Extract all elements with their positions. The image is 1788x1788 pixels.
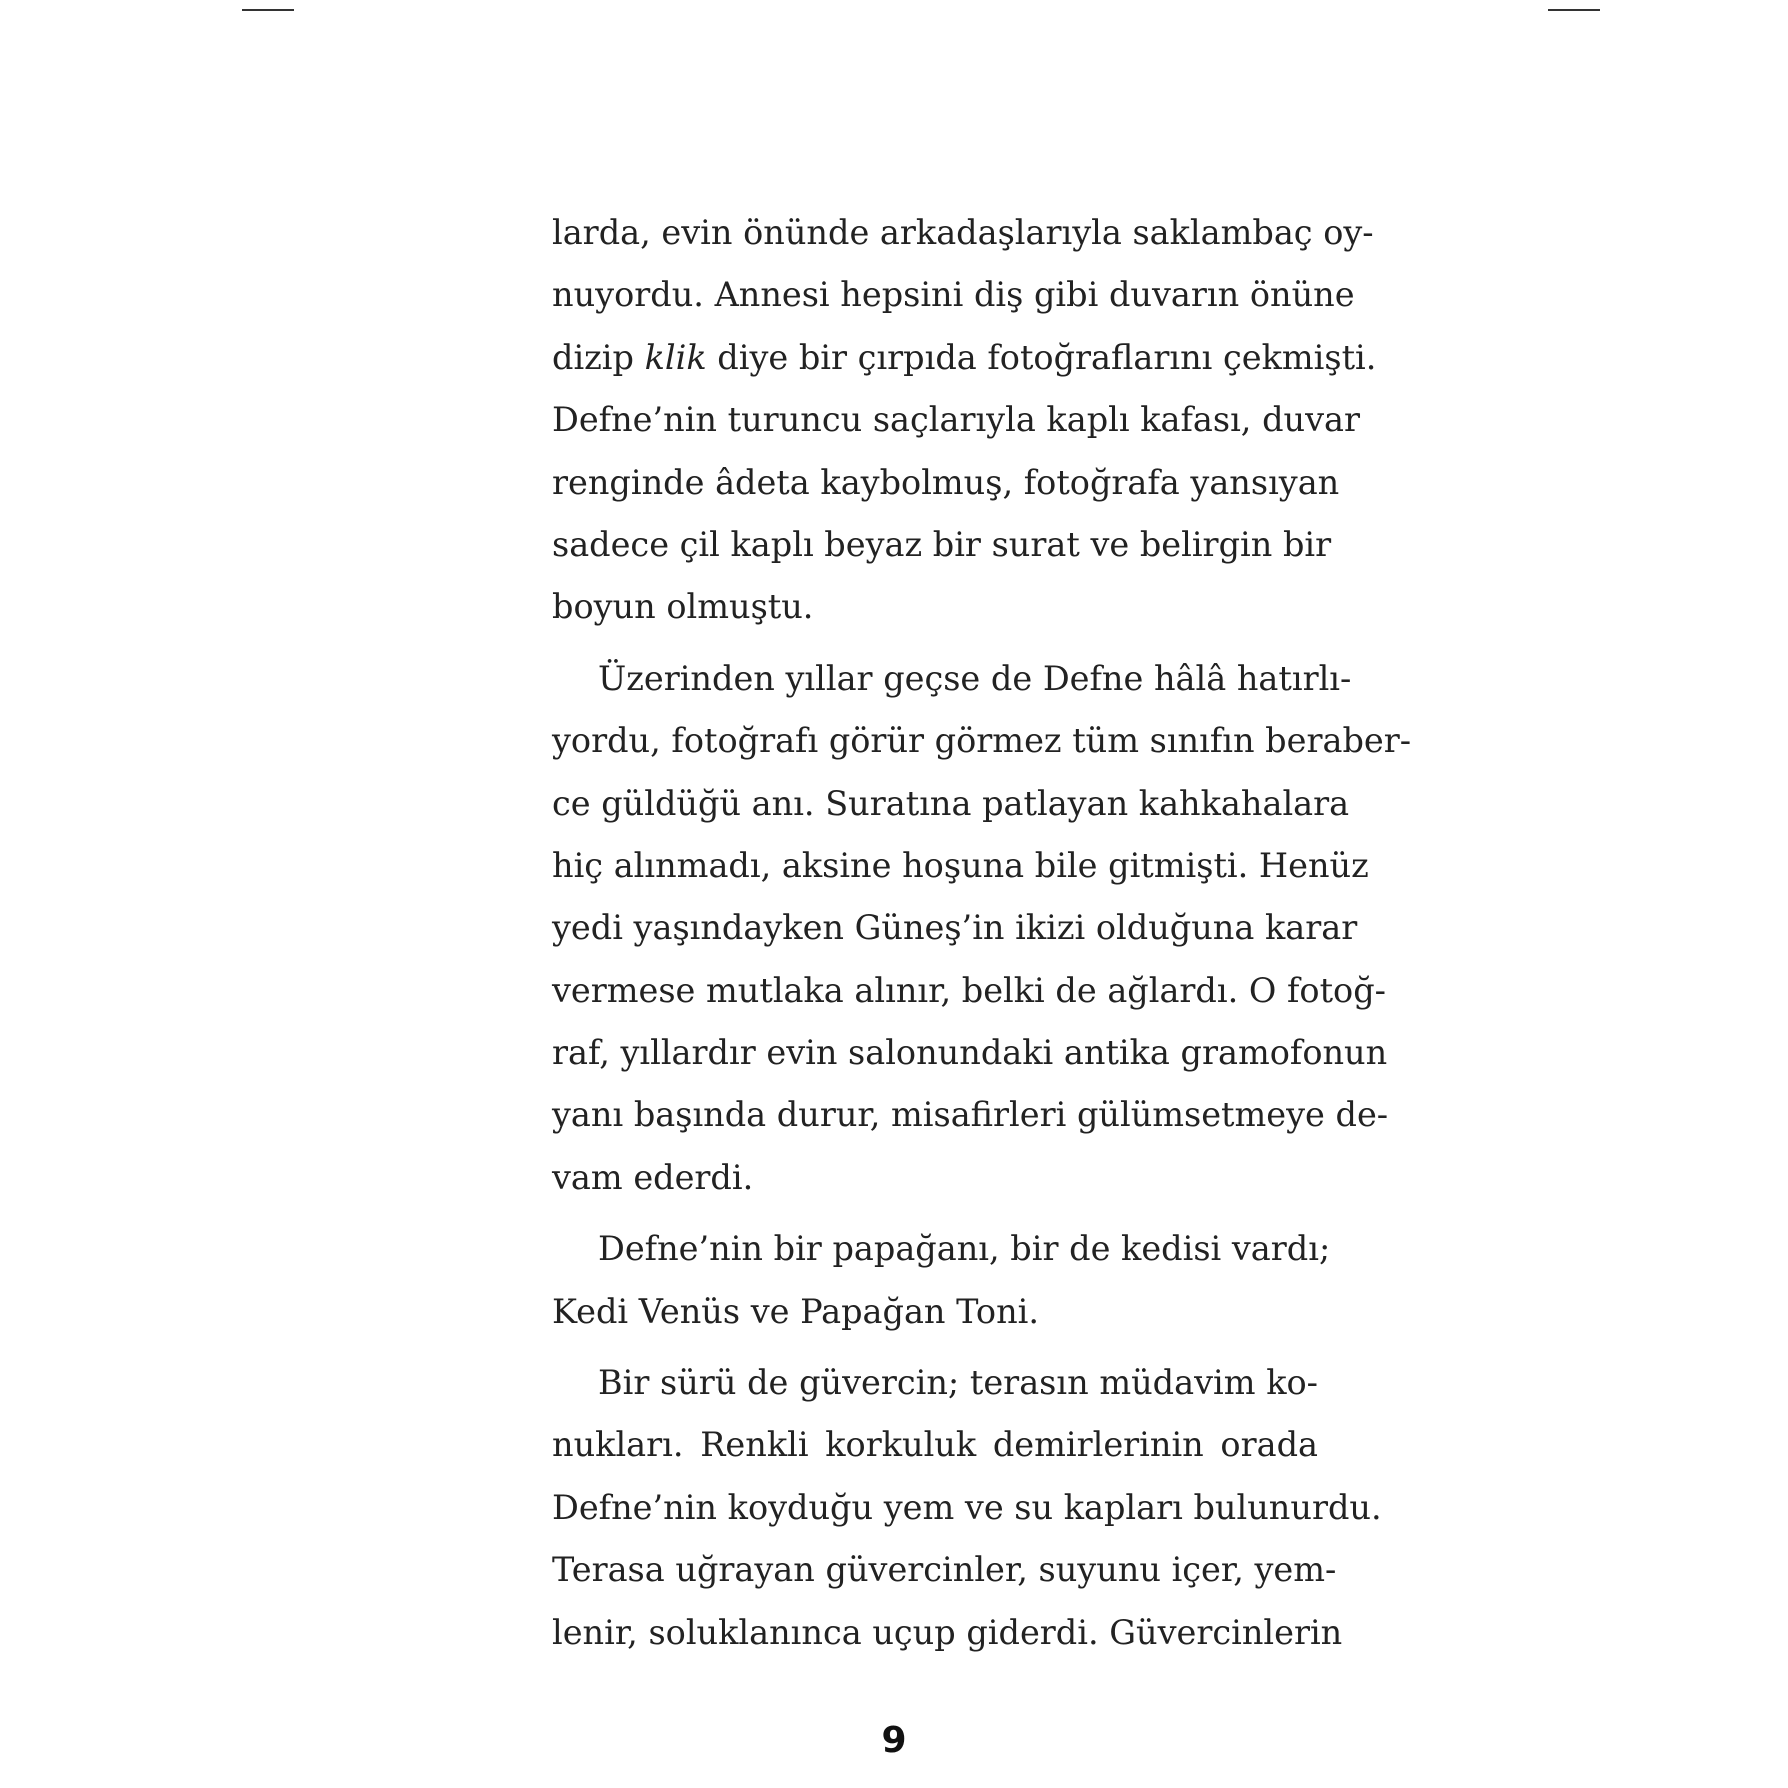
text-line: boyun olmuştu.	[552, 587, 814, 627]
crop-mark-right	[1548, 9, 1600, 11]
text-line: nukları. Renkli korkuluk demirlerinin orada	[552, 1425, 1318, 1465]
text-line: hiç alınmadı, aksine hoşuna bile gitmişti. Henüz	[552, 845, 1369, 885]
paragraph-gap	[552, 1209, 1318, 1218]
text-line: vermese mutlaka alınır, belki de ağlardı. O fotoğ-	[552, 970, 1386, 1010]
text-line: vam ederdi.	[552, 1157, 754, 1197]
text-line: raf, yıllardır evin salonundaki antika gramofonun	[552, 1033, 1388, 1073]
text-line: Defne’nin turuncu saçlarıyla kaplı kafası, duvar	[552, 400, 1361, 440]
text-line: renginde âdeta kaybolmuş, fotoğrafa yansıyan	[552, 462, 1340, 502]
text-line: lenir, soluklanınca uçup giderdi. Güvercinlerin	[552, 1612, 1343, 1652]
page-number: 9	[881, 1720, 907, 1761]
text-line: Terasa uğrayan güvercinler, suyunu içer, yem-	[552, 1550, 1337, 1590]
text-line: larda, evin önünde arkadaşlarıyla saklambaç oy-	[552, 213, 1374, 252]
text-line: Bir sürü de güvercin; terasın müdavim ko-	[598, 1363, 1318, 1403]
body-text	[552, 202, 1412, 1664]
text-run: diye bir çırpıda fotoğraflarını çekmişti.	[706, 337, 1377, 377]
text-line: Defne’nin koyduğu yem ve su kapları bulunurdu.	[552, 1487, 1382, 1527]
paragraph-gap	[552, 639, 1318, 648]
paragraph-gap	[552, 1343, 1318, 1352]
text-line: Üzerinden yıllar geçse de Defne hâlâ hatırlı-	[598, 658, 1352, 698]
text-line: yanı başında durur, misafirleri gülümsetmeye de-	[552, 1095, 1389, 1135]
text-line	[552, 327, 1377, 389]
crop-mark-left	[242, 9, 294, 11]
text-line: Kedi Venüs ve Papağan Toni.	[552, 1291, 1040, 1331]
text-line: nuyordu. Annesi hepsini diş gibi duvarın önüne	[552, 275, 1355, 315]
text-line: Defne’nin bir papağanı, bir de kedisi vardı;	[598, 1229, 1331, 1269]
text-line: yedi yaşındayken Güneş’in ikizi olduğuna karar	[552, 908, 1358, 948]
text-line: ce güldüğü anı. Suratına patlayan kahkahalara	[552, 783, 1350, 823]
italic-word: klik	[644, 337, 707, 377]
text-line: yordu, fotoğrafı görür görmez tüm sınıfın beraber-	[552, 721, 1412, 761]
text-run: dizip	[552, 337, 645, 377]
text-line: sadece çil kaplı beyaz bir surat ve belirgin bir	[552, 524, 1332, 564]
